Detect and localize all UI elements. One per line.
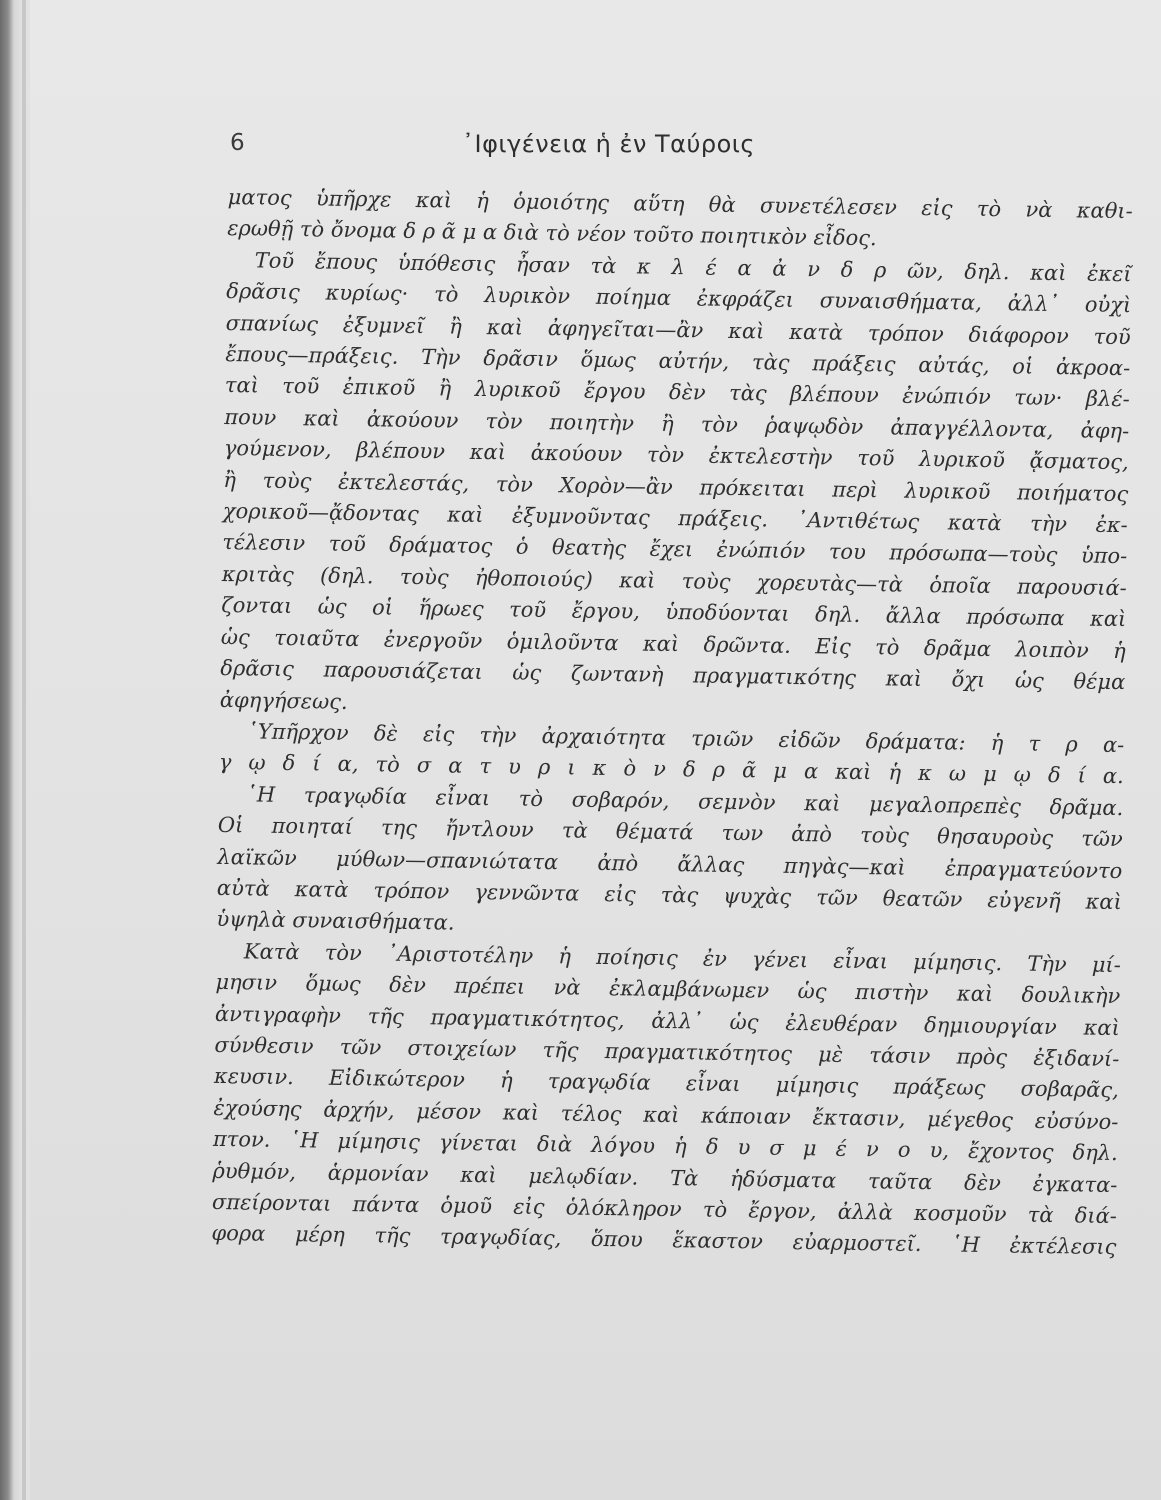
text-line: μησιν ὅμως δὲν πρέπει νὰ ἐκλαμβάνωμεν ὡς πιστὴν καὶ δουλικὴν	[215, 970, 1121, 1009]
running-head	[230, 130, 1110, 170]
text-line: πουν καὶ ἀκούουν τὸν ποιητὴν ἢ τὸν ῥαψῳδὸν ἀπαγγέλλοντα, ἀφη-	[224, 404, 1130, 444]
text-line: ἀφηγήσεως.	[219, 687, 348, 714]
text-line: ἀντιγραφὴν τῆς πραγματικότητος, ἀλλ᾿ ὡς ἐλευθέραν δημιουργίαν καὶ	[214, 1001, 1121, 1040]
text-line: κευσιν. Εἰδικώτερον ἡ τραγῳδία εἶναι μίμησις πράξεως σοβαρᾶς,	[213, 1064, 1120, 1103]
text-line: ῾Υπῆρχον δὲ εἰς τὴν ἀρχαιότητα τριῶν εἰδῶν δράματα: ἡ τ ρ α-	[247, 719, 1125, 758]
text-line: Κατὰ τὸν ᾿Αριστοτέλην ἡ ποίησις ἐν γένει εἶναι μίμησις. Τὴν μί-	[243, 939, 1122, 977]
text-line: γ ῳ δ ί α, τὸ σ α τ υ ρ ι κ ὸ ν δ ρ ᾶ μ α καὶ ἡ κ ω μ ῳ δ ί α.	[218, 750, 1124, 789]
text-line: χορικοῦ—ᾄδοντας καὶ ἐξυμνοῦντας πράξεις. ᾿Αντιθέτως κατὰ τὴν ἐκ-	[222, 499, 1128, 538]
text-line: σπείρονται πάντα ὁμοῦ εἰς ὁλόκληρον τὸ ἔργον, ἀλλὰ κοσμοῦν τὰ διά-	[211, 1189, 1118, 1229]
text-line: δρᾶσις παρουσιάζεται ὡς ζωντανὴ πραγματικότης καὶ ὄχι ὡς θέμα	[220, 656, 1126, 695]
text-line: σπανίως ἐξυμνεῖ ἢ καὶ ἀφηγεῖται—ἂν καὶ κατὰ τρόπον διάφορον τοῦ	[225, 310, 1131, 349]
text-line: γούμενον, βλέπουν καὶ ἀκούουν τὸν ἐκτελεστὴν τοῦ λυρικοῦ ᾄσματος,	[223, 436, 1129, 475]
text-line: αὐτὰ κατὰ τρόπον γεννῶντα εἰς τὰς ψυχὰς τῶν θεατῶν εὐγενῆ καὶ	[216, 875, 1122, 915]
text-line: φορα μέρη τῆς τραγῳδίας, ὅπου ἕκαστον εὐαρμοστεῖ. ῾Η ἐκτέλεσις	[211, 1221, 1117, 1260]
text-line: ἐχούσης ἀρχήν, μέσον καὶ τέλος καὶ κάποιαν ἔκτασιν, μέγεθος εὐσύνο-	[213, 1095, 1119, 1134]
text-line: σύνθεσιν τῶν στοιχείων τῆς πραγματικότητος μὲ τάσιν πρὸς ἐξιδανί-	[214, 1032, 1120, 1072]
text-line: δρᾶσις κυρίως· τὸ λυρικὸν ποίημα ἐκφράζει συναισθήματα, ἀλλ᾿ οὐχὶ	[226, 279, 1132, 318]
text-line: Οἱ ποιηταί της ἤντλουν τὰ θέματά των ἀπὸ τοὺς θησαυροὺς τῶν	[217, 813, 1123, 852]
text-line: ῥυθμόν, ἁρμονίαν καὶ μελῳδίαν. Τὰ ἡδύσματα ταῦτα δὲν ἐγκατα-	[212, 1158, 1118, 1197]
text-line: ῾Η τραγῳδία εἶναι τὸ σοβαρόν, σεμνὸν καὶ μεγαλοπρεπὲς δρᾶμα.	[246, 782, 1124, 820]
text-line: λαϊκῶν μύθων—σπανιώτατα ἀπὸ ἄλλας πηγὰς—καὶ ἐπραγματεύοντο	[217, 844, 1123, 883]
text-line: ἔπους—πράξεις. Τὴν δρᾶσιν ὅμως αὐτήν, τὰς πράξεις αὐτάς, οἱ ἀκροα-	[225, 342, 1131, 381]
text-line: ταὶ τοῦ ἐπικοῦ ἢ λυρικοῦ ἔργου δὲν τὰς βλέπουν ἐνώπιόν των· βλέ-	[224, 373, 1130, 412]
text-line: ζονται ὡς οἱ ἥρωες τοῦ ἔργου, ὑποδύονται δηλ. ἄλλα πρόσωπα καὶ	[221, 593, 1127, 632]
text-line: ματος ὑπῆρχε καὶ ἡ ὁμοιότης αὕτη θὰ συνετέλεσεν εἰς τὸ νὰ καθι-	[227, 184, 1133, 224]
page-number: 6	[230, 130, 245, 156]
text-line: πτον. ῾Η μίμησις γίνεται διὰ λόγου ἡ δ υ σ μ έ ν ο υ, ἔχοντος δηλ.	[212, 1127, 1119, 1166]
body-text	[211, 182, 1133, 1264]
text-line: ἢ τοὺς ἐκτελεστάς, τὸν Χορὸν—ἂν πρόκειται περὶ λυρικοῦ ποιήματος	[223, 467, 1129, 506]
text-line: Τοῦ ἔπους ὑπόθεσις ἦσαν τὰ κ λ έ α ἀ ν δ ρ ῶν, δηλ. καὶ ἐκεῖ	[254, 248, 1132, 287]
text-line: ὑψηλὰ συναισθήματα.	[216, 907, 455, 935]
text-line: ὡς τοιαῦτα ἐνεργοῦν ὁμιλοῦντα καὶ δρῶντα. Εἰς τὸ δρᾶμα λοιπὸν ἡ	[220, 624, 1126, 663]
page-edge	[22, 0, 26, 1500]
text-line: ερωθῇ τὸ ὄνομα δ ρ ᾶ μ α διὰ τὸ νέον τοῦτο ποιητικὸν εἶδος.	[227, 216, 877, 251]
header-title: ᾿Ιφιγένεια ἡ ἐν Ταύροις	[462, 130, 755, 158]
text-line: τέλεσιν τοῦ δράματος ὁ θεατὴς ἔχει ἐνώπιόν του πρόσωπα—τοὺς ὑπο-	[222, 530, 1128, 569]
text-line: κριτὰς (δηλ. τοὺς ἠθοποιούς) καὶ τοὺς χορευτὰς—τὰ ὁποῖα παρουσιά-	[221, 561, 1127, 601]
